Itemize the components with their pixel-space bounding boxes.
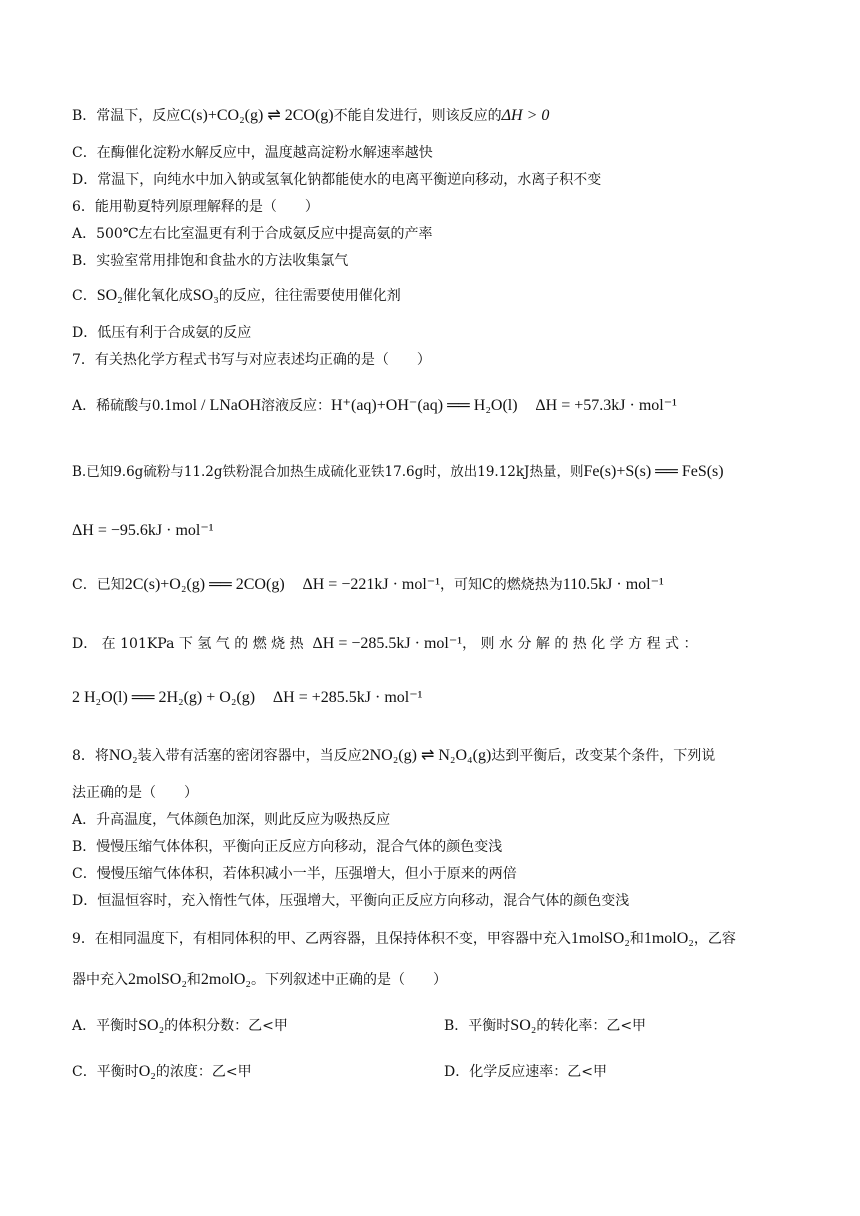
q8-stem-text-3: 达到平衡后，改变某个条件，下列说 <box>491 748 716 764</box>
q7-b-text: B.已知9.6g硫粉与11.2g铁粉混合加热生成硫化亚铁17.6g时，放出19.12kJ热量，则 <box>72 464 584 480</box>
q9-b-text-2: 的转化率：乙<甲 <box>536 1018 647 1034</box>
q7-c-enthalpy: ΔH = −221kJ · mol⁻¹ <box>302 576 441 593</box>
q6-option-c <box>72 286 796 306</box>
q7-b-enthalpy: ΔH = −95.6kJ · mol⁻¹ <box>72 522 214 539</box>
q6-c-text-2: 的反应，往往需要使用催化剂 <box>218 288 401 304</box>
q7-d-enthalpy-2: ΔH = +285.5kJ · mol⁻¹ <box>272 689 423 706</box>
q9-options-row-2 <box>72 1062 796 1082</box>
q7-c-text-2: ，可知C的燃烧热为 <box>440 577 563 593</box>
q8-stem-text: 8．将 <box>72 748 109 764</box>
q6-c-formula-so2: SO₂ <box>96 287 123 304</box>
q5-b-condition: ΔH > 0 <box>501 107 550 124</box>
q6-c-text: 催化氧化成 <box>122 288 193 304</box>
q6-option-b: B．实验室常用排饱和食盐水的方法收集氯气 <box>72 253 349 269</box>
q7-b-equation: Fe(s)+S(s) ══ FeS(s) <box>583 463 724 480</box>
q7-a-enthalpy: ΔH = +57.3kJ · mol⁻¹ <box>535 397 677 414</box>
q9-a-text-2: 的体积分数：乙<甲 <box>164 1018 288 1034</box>
q7-stem: 7．有关热化学方程式书写与对应表述均正确的是（ ） <box>72 352 431 368</box>
q9-stem-text-2: ，乙容 <box>693 931 736 947</box>
q9-stem <box>72 929 796 949</box>
q7-option-a <box>72 396 796 416</box>
q5-option-c: C．在酶催化淀粉水解反应中，温度越高淀粉水解速率越快 <box>72 145 433 161</box>
q9-c-text: C．平衡时 <box>72 1064 139 1080</box>
q8-option-c: C．慢慢压缩气体体积，若体积减小一半，压强增大，但小于原来的两倍 <box>72 866 517 882</box>
q8-option-d: D．恒温恒容时，充入惰性气体，压强增大，平衡向正反应方向移动，混合气体的颜色变浅 <box>72 893 630 909</box>
q9-option-c <box>72 1064 252 1080</box>
q9-a-formula: SO₂ <box>138 1017 165 1034</box>
q7-d-equation: 2 H₂O(l) ══ 2H₂(g) + O₂(g) <box>72 689 256 706</box>
q7-a-text-2: 溶液反应： <box>261 398 331 414</box>
q7-a-concentration: 0.1mol / LNaOH <box>152 397 261 414</box>
q5-b-text-2: 不能自发进行，则该反应的 <box>333 108 502 124</box>
q5-b-text: B．常温下，反应 <box>72 108 181 124</box>
q7-d-enthalpy: ΔH = −285.5kJ · mol⁻¹ <box>312 635 463 652</box>
q9-c-formula: O₂ <box>138 1063 156 1080</box>
q7-c-text: C．已知 <box>72 577 125 593</box>
q9-stem2-formula-1: 2molSO₂ <box>128 971 187 988</box>
q7-a-text: A．稀硫酸与 <box>72 398 153 414</box>
q7-option-d <box>72 634 796 654</box>
q9-stem2-and: 和 <box>186 972 201 988</box>
q8-stem-line2: 法正确的是（ ） <box>72 785 198 801</box>
q6-option-d: D．低压有利于合成氨的反应 <box>72 325 252 341</box>
q9-option-a <box>72 1018 288 1034</box>
q9-options-row-1 <box>72 1016 796 1036</box>
q7-a-equation: H⁺(aq)+OH⁻(aq) ══ H₂O(l) <box>331 397 518 414</box>
q5-option-b <box>72 106 796 126</box>
q9-stem2-text: 器中充入 <box>72 972 128 988</box>
q7-c-equation: 2C(s)+O₂(g) ══ 2CO(g) <box>124 576 285 593</box>
q9-option-d: D．化学反应速率：乙<甲 <box>444 1064 607 1080</box>
q8-stem <box>72 746 796 766</box>
q7-option-b <box>72 462 796 482</box>
q6-c-label: C． <box>72 288 97 304</box>
q7-option-b-enthalpy <box>72 521 796 541</box>
q9-b-text: B．平衡时 <box>444 1018 511 1034</box>
q9-a-text: A．平衡时 <box>72 1018 139 1034</box>
q7-option-d-equation <box>72 688 796 708</box>
q9-stem-text: 9．在相同温度下，有相同体积的甲、乙两容器，且保持体积不变，甲容器中充入 <box>72 931 571 947</box>
q7-d-text-2: ， 则 水 分 解 的 热 化 学 方 程 式 ： <box>462 636 698 652</box>
q9-stem2-text-2: 。下列叙述中正确的是（ ） <box>250 972 447 988</box>
q5-option-d: D．常温下，向纯水中加入钠或氢氧化钠都能使水的电离平衡逆向移动，水离子积不变 <box>72 172 602 188</box>
q9-option-b <box>444 1016 646 1036</box>
q5-b-equation: C(s)+CO₂(g) ⇌ 2CO(g) <box>180 107 334 124</box>
q9-b-formula: SO₂ <box>510 1017 537 1034</box>
q8-equation: 2NO₂(g) ⇌ N₂O₄(g) <box>361 747 492 764</box>
q9-stem-line2 <box>72 970 796 990</box>
q9-stem2-formula-2: 2molO₂ <box>200 971 251 988</box>
q8-option-b: B．慢慢压缩气体体积，平衡向正反应方向移动，混合气体的颜色变浅 <box>72 839 503 855</box>
q9-stem-formula-2: 1molO₂ <box>643 930 694 947</box>
q9-stem-and: 和 <box>629 931 644 947</box>
q9-c-text-2: 的浓度：乙<甲 <box>155 1064 252 1080</box>
q9-stem-formula-1: 1molSO₂ <box>570 930 630 947</box>
q6-stem: 6．能用勒夏特列原理解释的是（ ） <box>72 199 319 215</box>
q7-option-c <box>72 575 796 595</box>
q6-c-formula-so3: SO₃ <box>192 287 219 304</box>
q7-d-text: D． 在 101KPa 下 氢 气 的 燃 烧 热 <box>72 636 304 652</box>
q7-c-value: 110.5kJ · mol⁻¹ <box>562 576 664 593</box>
q8-stem-text-2: 装入带有活塞的密闭容器中，当反应 <box>137 748 362 764</box>
q8-formula-no2: NO₂ <box>108 747 138 764</box>
q6-option-a: A．500℃左右比室温更有利于合成氨反应中提高氨的产率 <box>72 226 433 242</box>
q8-option-a: A．升高温度，气体颜色加深，则此反应为吸热反应 <box>72 812 391 828</box>
